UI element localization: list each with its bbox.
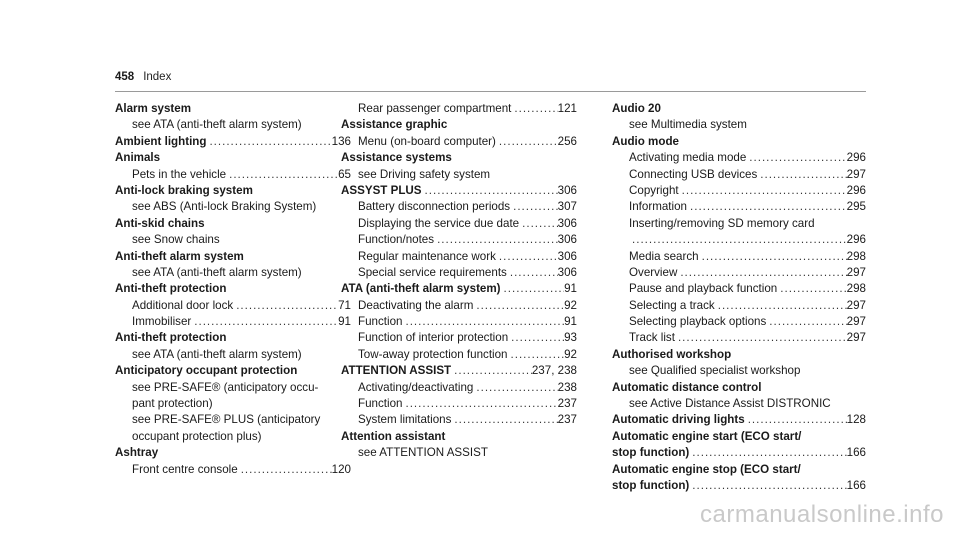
dot-leader [687, 199, 847, 215]
index-entry [341, 429, 577, 445]
entry-text: stop function) [612, 446, 690, 460]
entry-text: Anti-lock braking system [115, 183, 253, 197]
dot-leader [675, 330, 847, 346]
index-entry [115, 363, 351, 379]
entry-text: Audio 20 [612, 102, 661, 115]
index-entry [612, 134, 866, 150]
index-entry [341, 117, 577, 133]
dot-leader [715, 298, 847, 314]
index-subentry [612, 216, 866, 232]
index-entry [115, 281, 351, 297]
index-subentry [341, 347, 577, 363]
index-subentry [115, 265, 351, 281]
section-title: Index [143, 71, 172, 83]
entry-text: Selecting a track [629, 298, 715, 312]
page-reference[interactable]: 121 [557, 102, 577, 115]
entry-text: Front centre console [132, 462, 238, 476]
page-reference[interactable]: 296 [846, 151, 866, 165]
page-reference[interactable]: 128 [846, 413, 866, 427]
page-reference[interactable]: 297 [846, 265, 866, 279]
page-reference[interactable]: 298 [846, 282, 866, 296]
page-reference[interactable]: 237, 238 [531, 364, 577, 378]
page-header [115, 71, 171, 87]
entry-text: Function of interior protection [358, 331, 509, 345]
index-entry [115, 330, 351, 346]
index-subentry [341, 199, 577, 215]
dot-leader [777, 281, 846, 297]
index-entry [612, 445, 866, 461]
page-reference[interactable]: 91 [564, 282, 577, 296]
entry-text: see Snow chains [132, 233, 220, 247]
page-reference[interactable]: 237 [557, 397, 577, 411]
page-number: 458 [115, 71, 135, 83]
watermark: carmanualsonline.info [700, 501, 944, 528]
page-reference[interactable]: 136 [331, 134, 351, 148]
index-subentry [115, 429, 351, 445]
index-subentry [341, 445, 577, 461]
entry-text: see Driving safety system [358, 167, 491, 181]
index-subentry [612, 281, 866, 297]
entry-text: Anti-theft protection [115, 282, 227, 296]
entry-text: Anti-theft protection [115, 331, 227, 345]
index-subentry [612, 167, 866, 183]
entry-text: Track list [629, 331, 675, 345]
page-reference[interactable]: 296 [846, 183, 866, 197]
entry-text: Rear passenger compartment [358, 102, 512, 115]
entry-text: see ATA (anti-theft alarm system) [132, 347, 302, 361]
entry-text: Displaying the service due date [358, 216, 520, 230]
page-reference[interactable]: 166 [846, 478, 866, 492]
entry-text: Authorised workshop [612, 347, 732, 361]
dot-leader [757, 167, 846, 183]
entry-text: Menu (on-board computer) [358, 134, 496, 148]
index-subentry [341, 396, 577, 412]
dot-leader [496, 134, 558, 150]
index-subentry [115, 380, 351, 396]
index-subentry [115, 117, 351, 133]
index-subentry [115, 462, 351, 478]
index-subentry [612, 330, 866, 346]
index-subentry [341, 101, 577, 117]
index-subentry [612, 298, 866, 314]
entry-text: Pets in the vehicle [132, 167, 227, 181]
entry-text: see PRE-SAFE® (anticipatory occu- [132, 380, 319, 394]
entry-text: Deactivating the alarm [358, 298, 474, 312]
entry-text: Alarm system [115, 102, 192, 115]
dot-leader [689, 478, 846, 494]
entry-text: Automatic driving lights [612, 413, 745, 427]
index-subentry [612, 183, 866, 199]
entry-text: see ABS (Anti-lock Braking System) [132, 200, 317, 214]
dot-leader [496, 249, 558, 265]
page-reference[interactable]: 297 [846, 298, 866, 312]
entry-text: Ashtray [115, 446, 159, 460]
entry-text: see PRE-SAFE® PLUS (anticipatory [132, 413, 321, 427]
index-column-1 [115, 101, 351, 478]
entry-text: see Qualified specialist workshop [629, 364, 801, 378]
page-reference[interactable]: 298 [846, 249, 866, 263]
entry-text: Anticipatory occupant protection [115, 364, 298, 378]
index-entry [341, 150, 577, 166]
index-entry [115, 249, 351, 265]
dot-leader [746, 150, 846, 166]
index-subentry [612, 150, 866, 166]
entry-text: Copyright [629, 183, 679, 197]
page-reference[interactable]: 256 [557, 134, 577, 148]
index-subentry [341, 314, 577, 330]
dot-leader [677, 265, 846, 281]
entry-text: ASSYST PLUS [341, 183, 422, 197]
dot-leader [511, 101, 557, 117]
entry-text: Function [358, 315, 403, 329]
entry-text: see ATTENTION ASSIST [358, 446, 488, 460]
page-reference[interactable]: 306 [557, 216, 577, 230]
dot-leader [402, 396, 557, 412]
page-reference[interactable]: 92 [564, 347, 577, 361]
entry-text: see Active Distance Assist DISTRONIC [629, 397, 831, 411]
index-entry [612, 462, 866, 478]
dot-leader [434, 232, 558, 248]
entry-text: Tow-away protection function [358, 347, 508, 361]
header-divider [115, 91, 866, 92]
index-entry [341, 281, 577, 297]
dot-leader [191, 314, 338, 330]
entry-text: Media search [629, 249, 699, 263]
index-entry [612, 380, 866, 396]
dot-leader [510, 199, 558, 215]
page-reference[interactable]: 306 [557, 265, 577, 279]
index-subentry [341, 265, 577, 281]
page-reference[interactable]: 306 [557, 249, 577, 263]
dot-leader [451, 412, 557, 428]
page-reference[interactable]: 306 [557, 233, 577, 247]
dot-leader [473, 380, 557, 396]
index-subentry [612, 117, 866, 133]
entry-text: see ATA (anti-theft alarm system) [132, 118, 302, 132]
dot-leader [508, 347, 565, 363]
entry-text: Audio mode [612, 134, 679, 148]
entry-text: Regular maintenance work [358, 249, 496, 263]
entry-text: Connecting USB devices [629, 167, 758, 181]
entry-text: Function [358, 397, 403, 411]
dot-leader [402, 314, 564, 330]
entry-text: Automatic distance control [612, 380, 762, 394]
index-entry [115, 216, 351, 232]
entry-text: Information [629, 200, 687, 214]
index-subentry [115, 298, 351, 314]
index-subentry [341, 412, 577, 428]
dot-leader [745, 412, 847, 428]
page-reference[interactable]: 295 [846, 200, 866, 214]
page-reference[interactable]: 91 [564, 315, 577, 329]
index-entry [341, 363, 577, 379]
entry-text: ATA (anti-theft alarm system) [341, 282, 501, 296]
entry-text: Activating media mode [629, 151, 747, 165]
index-entry [612, 412, 866, 428]
entry-text: Overview [629, 265, 678, 279]
entry-text: Animals [115, 151, 161, 165]
index-subentry [115, 232, 351, 248]
page-reference[interactable]: 307 [557, 200, 577, 214]
index-subentry [612, 265, 866, 281]
dot-leader [507, 265, 558, 281]
dot-leader [451, 363, 532, 379]
page-reference[interactable]: 71 [338, 298, 351, 312]
entry-text: ATTENTION ASSIST [341, 364, 452, 378]
index-subentry [341, 167, 577, 183]
dot-leader [226, 167, 338, 183]
entry-text: pant protection) [132, 397, 213, 411]
index-subentry [612, 199, 866, 215]
index-subentry [341, 298, 577, 314]
index-entry [115, 101, 351, 117]
entry-text: Selecting playback options [629, 315, 767, 329]
index-subentry [612, 314, 866, 330]
entry-text: see ATA (anti-theft alarm system) [132, 265, 302, 279]
index-subentry [612, 232, 866, 248]
index-subentry [341, 380, 577, 396]
index-entry [115, 183, 351, 199]
page-reference[interactable]: 297 [846, 315, 866, 329]
page-reference[interactable]: 166 [846, 446, 866, 460]
index-subentry [341, 330, 577, 346]
index-subentry [612, 363, 866, 379]
dot-leader [519, 216, 558, 232]
index-entry [612, 101, 866, 117]
index-entry [115, 134, 351, 150]
page-reference[interactable]: 297 [846, 331, 866, 345]
index-subentry [612, 396, 866, 412]
entry-text: Attention assistant [341, 429, 446, 443]
dot-leader [629, 232, 847, 248]
entry-text: Anti-theft alarm system [115, 249, 244, 263]
index-entry [115, 150, 351, 166]
dot-leader [679, 183, 847, 199]
entry-text: Pause and playback function [629, 282, 778, 296]
index-subentry [341, 249, 577, 265]
index-entry [612, 429, 866, 445]
index-column-2 [341, 101, 577, 462]
entry-text: Function/notes [358, 233, 435, 247]
page-reference[interactable]: 306 [557, 183, 577, 197]
entry-text: Assistance systems [341, 151, 452, 165]
entry-text: Activating/deactivating [358, 380, 474, 394]
index-subentry [115, 167, 351, 183]
entry-text: Automatic engine stop (ECO start/ [612, 462, 801, 476]
page-reference[interactable]: 297 [846, 167, 866, 181]
entry-text: System limitations [358, 413, 452, 427]
entry-text: stop function) [612, 478, 690, 492]
dot-leader [238, 462, 332, 478]
dot-leader [501, 281, 565, 297]
entry-text: Immobiliser [132, 315, 192, 329]
dot-leader [689, 445, 846, 461]
page-reference[interactable]: 92 [564, 298, 577, 312]
index-subentry [341, 216, 577, 232]
dot-leader [766, 314, 846, 330]
dot-leader [206, 134, 331, 150]
page-reference[interactable]: 237 [557, 413, 577, 427]
dot-leader [233, 298, 338, 314]
index-entry [341, 183, 577, 199]
page-reference[interactable]: 65 [338, 167, 351, 181]
index-entry [115, 445, 351, 461]
page-reference[interactable]: 296 [846, 233, 866, 247]
entry-text: see Multimedia system [629, 118, 747, 132]
page-reference[interactable]: 93 [564, 331, 577, 345]
entry-text: Additional door lock [132, 298, 234, 312]
dot-leader [508, 330, 564, 346]
index-entry [612, 347, 866, 363]
entry-text: Ambient lighting [115, 134, 207, 148]
entry-text: Inserting/removing SD memory card [629, 216, 815, 230]
entry-text: Special service requirements [358, 265, 507, 279]
index-subentry [115, 314, 351, 330]
page-reference[interactable]: 120 [331, 462, 351, 476]
index-subentry [115, 199, 351, 215]
index-column-3 [612, 101, 866, 494]
index-entry [612, 478, 866, 494]
entry-text: occupant protection plus) [132, 429, 262, 443]
entry-text: Automatic engine start (ECO start/ [612, 429, 802, 443]
page-reference[interactable]: 91 [338, 315, 351, 329]
index-subentry [612, 249, 866, 265]
index-subentry [115, 396, 351, 412]
dot-leader [699, 249, 847, 265]
entry-text: Assistance graphic [341, 118, 448, 132]
dot-leader [473, 298, 564, 314]
entry-text: Anti-skid chains [115, 216, 205, 230]
index-subentry [115, 412, 351, 428]
index-subentry [341, 232, 577, 248]
dot-leader [422, 183, 558, 199]
index-subentry [341, 134, 577, 150]
page-reference[interactable]: 238 [557, 380, 577, 394]
entry-text: Battery disconnection periods [358, 200, 511, 214]
index-subentry [115, 347, 351, 363]
